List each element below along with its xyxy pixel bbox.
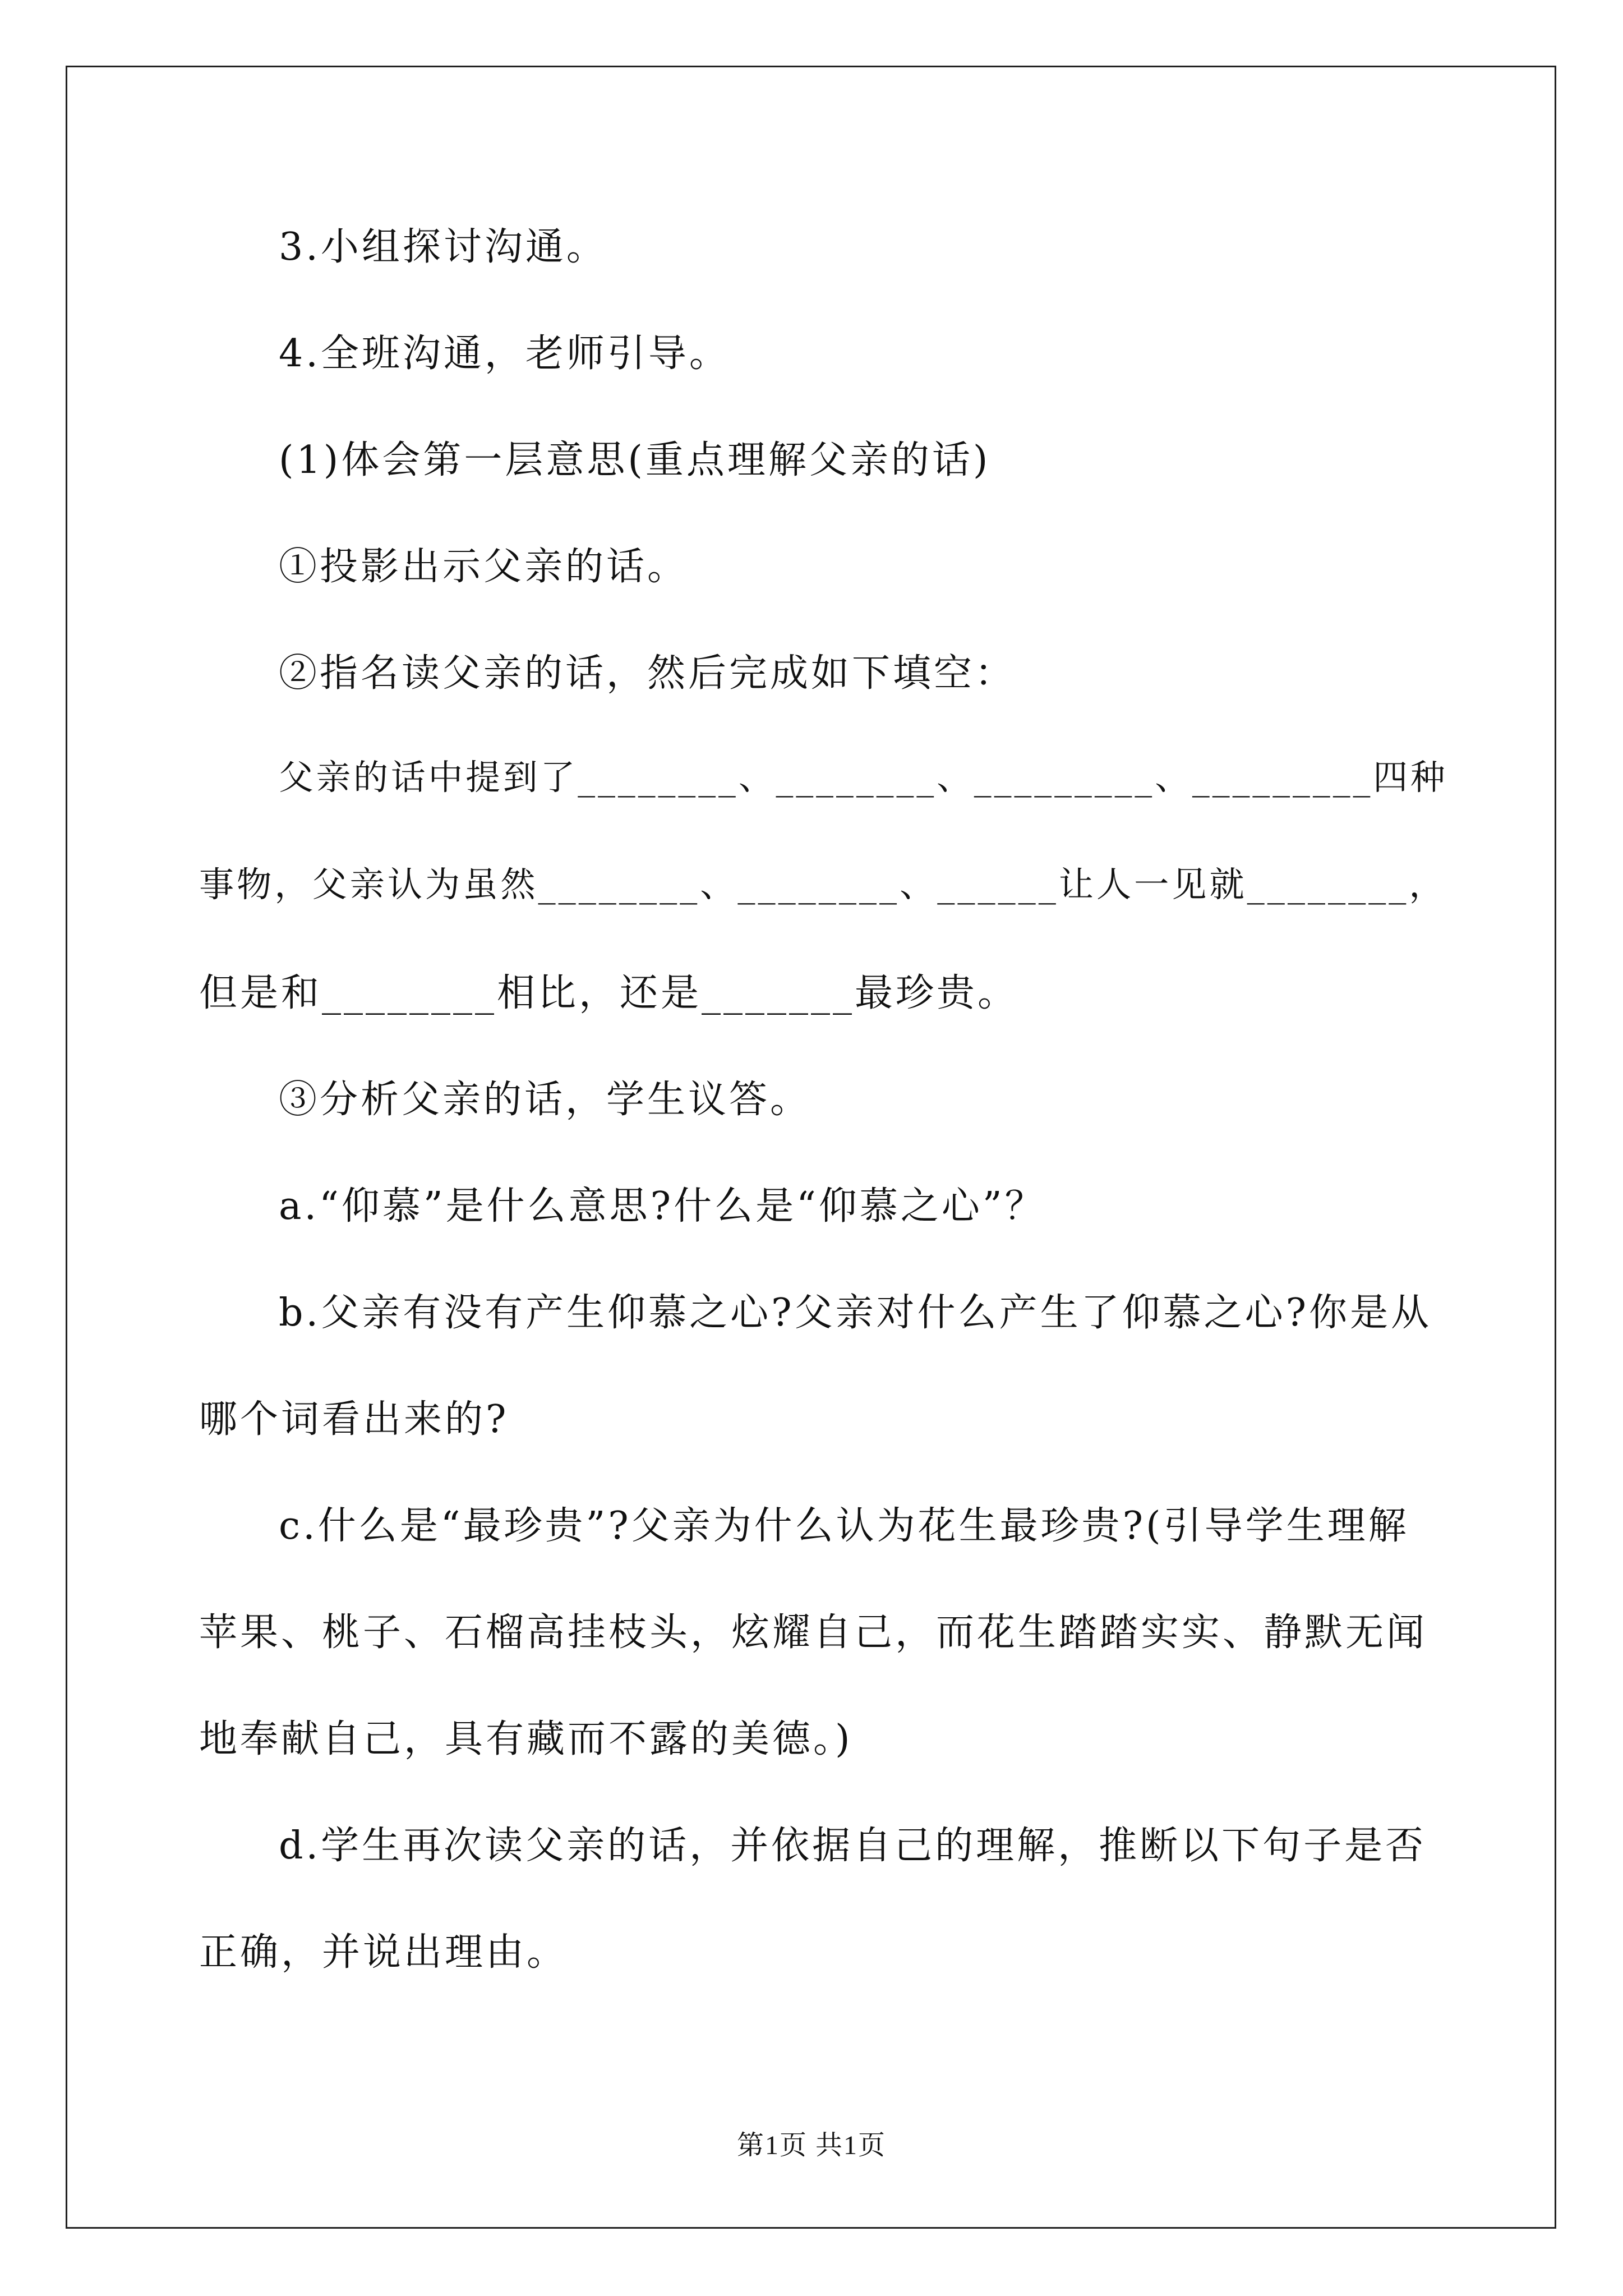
text-line: b.父亲有没有产生仰慕之心?父亲对什么产生了仰慕之心?你是从 [279, 1291, 1432, 1335]
text-line: (1)体会第一层意思(重点理解父亲的话) [279, 438, 991, 482]
page-number-footer: 第1页 共1页 [736, 2131, 886, 2160]
text-line: 正确，并说出理由。 [199, 1930, 568, 1975]
text-line: c.什么是“最珍贵”?父亲为什么认为花生最珍贵?(引导学生理解 [279, 1504, 1409, 1548]
text-line: ③分析父亲的话，学生议答。 [279, 1078, 811, 1122]
text-line: 苹果、桃子、石榴高挂枝头，炫耀自己，而花生踏踏实实、静默无闻 [199, 1611, 1428, 1655]
text-line: 哪个词看出来的? [199, 1397, 509, 1442]
text-line: 地奉献自己，具有藏而不露的美德。) [199, 1717, 853, 1761]
text-line: a.“仰慕”是什么意思?什么是“仰慕之心”？ [279, 1184, 1046, 1228]
text-line: 3.小组探讨沟通。 [279, 225, 607, 269]
text-line: ①投影出示父亲的话。 [279, 545, 689, 589]
text-line: d.学生再次读父亲的话，并依据自己的理解，推断以下句子是否 [279, 1824, 1427, 1868]
text-line: ②指名读父亲的话，然后完成如下填空： [279, 651, 1016, 696]
text-line: 但是和________相比，还是_______最珍贵。 [199, 971, 1019, 1015]
page-border [66, 66, 1556, 2229]
text-line: 父亲的话中提到了________、________、_________、_________四种 [279, 757, 1448, 798]
text-line: 事物，父亲认为虽然________、________、______让人一见就________， [199, 864, 1447, 905]
text-line: 4.全班沟通，老师引导。 [279, 332, 730, 376]
